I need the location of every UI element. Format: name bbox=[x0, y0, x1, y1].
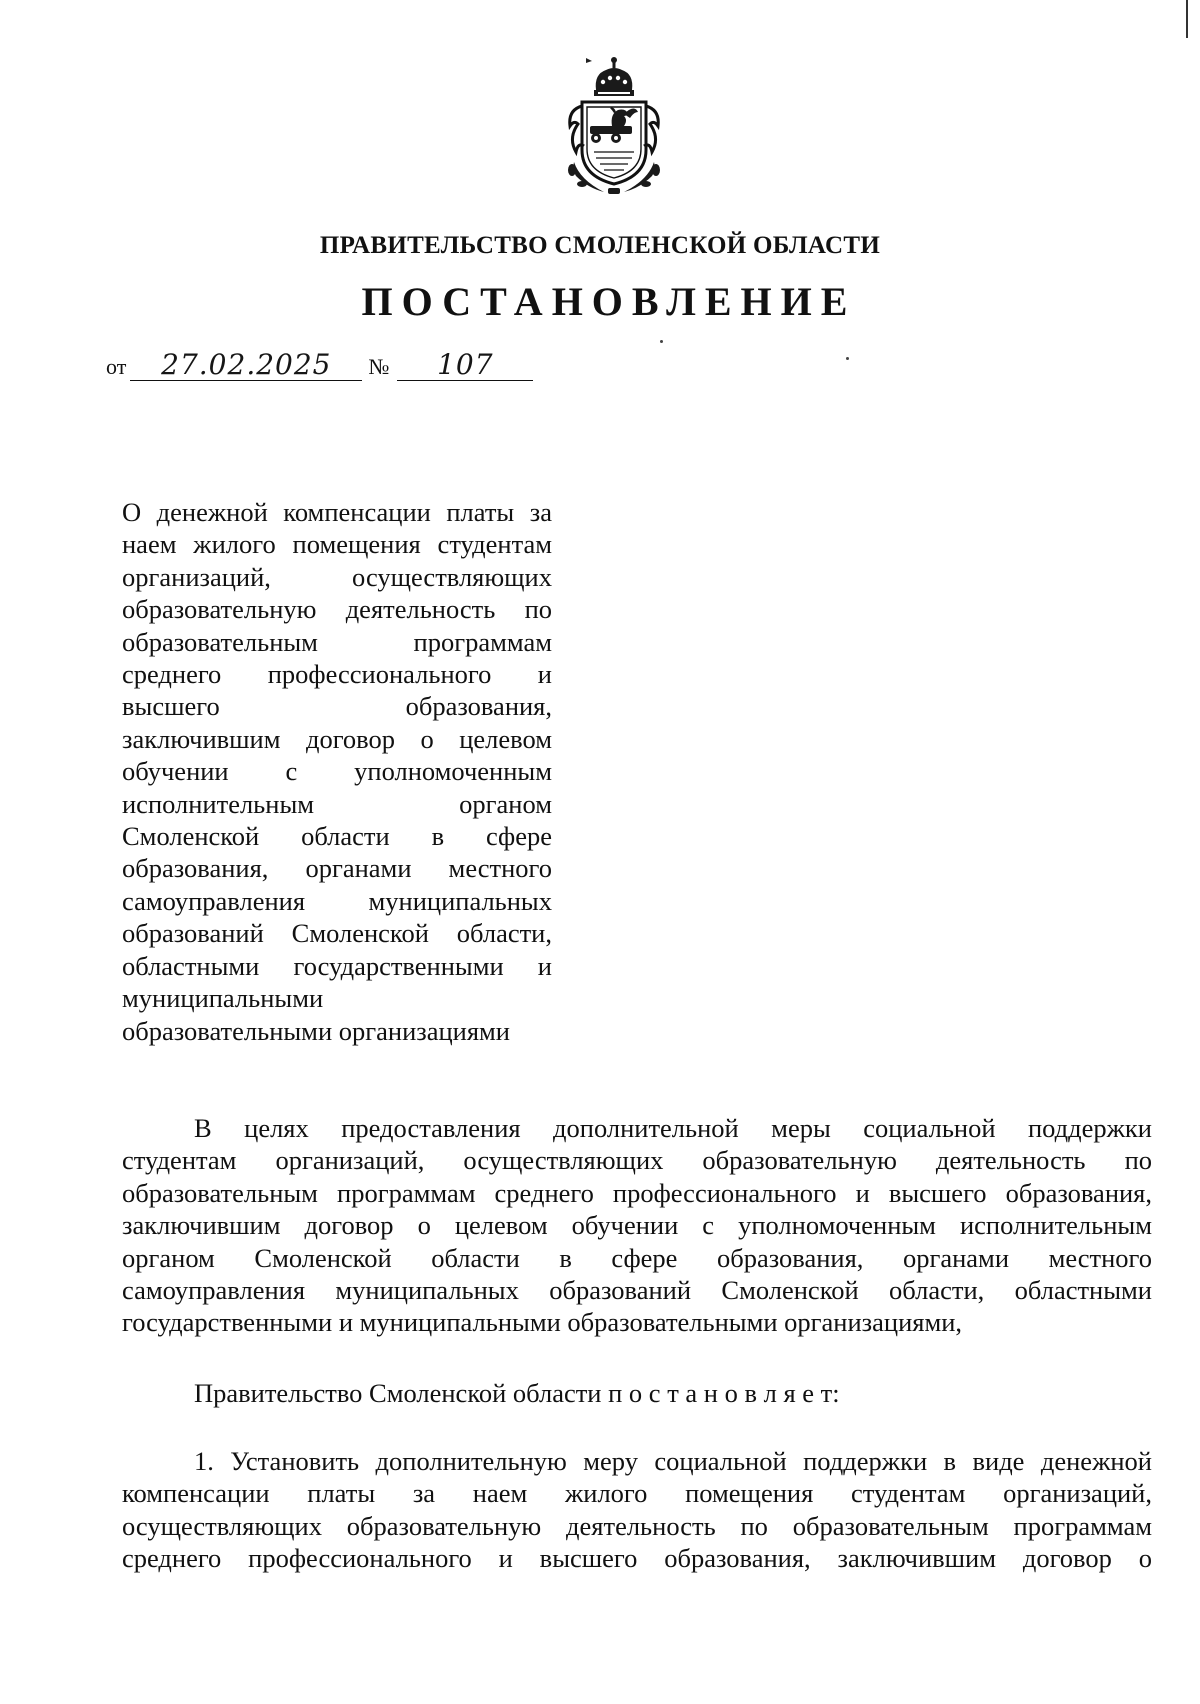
scan-speck bbox=[660, 340, 663, 343]
subject-line: муниципальными bbox=[122, 983, 324, 1014]
number-sign: № bbox=[368, 354, 390, 379]
clause-line: осуществляющих образовательную деятельность по образовательным программам bbox=[122, 1510, 1152, 1541]
document-type-title: ПОСТАНОВЛЕНИЕ bbox=[361, 279, 857, 324]
registration-line bbox=[106, 350, 533, 381]
resolution-intro bbox=[122, 1377, 1152, 1409]
subject-line: самоуправления муниципальных bbox=[122, 885, 552, 916]
scan-margin-mark bbox=[1186, 0, 1188, 38]
preamble-line: государственными и муниципальными образовательными организациями, bbox=[122, 1307, 963, 1338]
document-date: 27.02.2025 bbox=[130, 350, 362, 381]
clause-line: среднего профессионального и высшего образования, заключившим договор о bbox=[122, 1543, 1152, 1574]
subject-line: среднего профессионального и bbox=[122, 659, 552, 690]
subject-line: О денежной компенсации платы за bbox=[122, 497, 552, 527]
date-prefix: от bbox=[106, 354, 127, 379]
preamble-line: самоуправления муниципальных образований Смоленской области, областными bbox=[122, 1275, 1152, 1306]
subject-line: образовательными организациями bbox=[122, 1015, 510, 1046]
subject-line: организаций, осуществляющих bbox=[122, 561, 552, 592]
subject-line: наем жилого помещения студентам bbox=[122, 529, 552, 560]
clause-line: компенсации платы за наем жилого помещения студентам организаций, bbox=[122, 1478, 1152, 1509]
document-number: 107 bbox=[397, 350, 533, 381]
preamble-line: органом Смоленской области в сфере образования, органами местного bbox=[122, 1242, 1152, 1273]
preamble-line: образовательным программам среднего профессионального и высшего образования, bbox=[122, 1177, 1152, 1208]
resolution-verb: п о с т а н о в л я е т: bbox=[608, 1378, 840, 1408]
resolution-intro-line bbox=[122, 1377, 1152, 1409]
subject-line: образования, органами местного bbox=[122, 853, 552, 884]
clause-line: 1. Установить дополнительную меру социальной поддержки в виде денежной bbox=[194, 1446, 1152, 1476]
coat-of-arms-emblem bbox=[554, 50, 674, 200]
preamble-line: студентам организаций, осуществляющих образовательную деятельность по bbox=[122, 1145, 1152, 1176]
preamble-line: заключившим договор о целевом обучении с уполномоченным исполнительным bbox=[122, 1210, 1152, 1241]
subject-line: образовательным программам bbox=[122, 626, 552, 657]
subject-line: образований Смоленской области, bbox=[122, 918, 552, 949]
subject-line: заключившим договор о целевом bbox=[122, 723, 552, 754]
subject-line: областными государственными и bbox=[122, 950, 552, 981]
preamble-paragraph bbox=[122, 1112, 1152, 1339]
subject-line: Смоленской области в сфере bbox=[122, 821, 552, 852]
scan-speck bbox=[846, 357, 849, 360]
clause-1 bbox=[122, 1445, 1152, 1575]
preamble-line: В целях предоставления дополнительной меры социальной поддержки bbox=[194, 1113, 1152, 1143]
subject-line: обучении с уполномоченным bbox=[122, 756, 552, 787]
subject-line: исполнительным органом bbox=[122, 788, 552, 819]
organization-title: ПРАВИТЕЛЬСТВО СМОЛЕНСКОЙ ОБЛАСТИ bbox=[319, 232, 881, 259]
subject-line: высшего образования, bbox=[122, 691, 552, 722]
resolution-subject: Правительство Смоленской области bbox=[194, 1378, 602, 1408]
subject-line: образовательную деятельность по bbox=[122, 594, 552, 625]
document-subject bbox=[122, 496, 552, 1047]
